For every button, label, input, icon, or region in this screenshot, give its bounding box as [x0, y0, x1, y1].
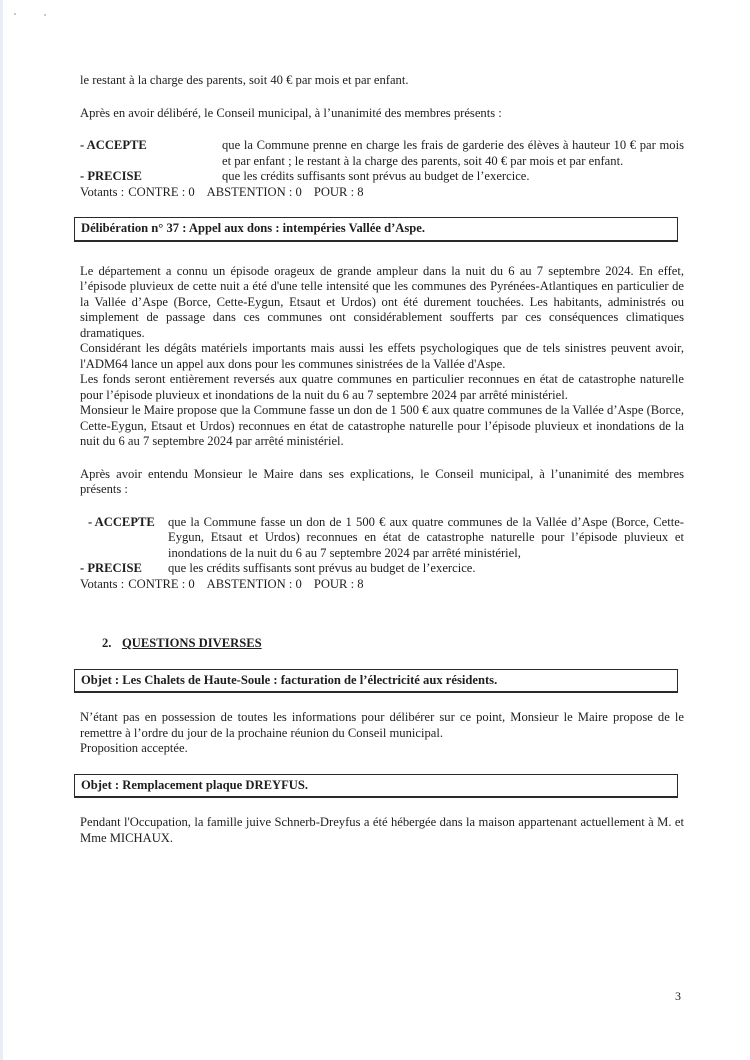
vote-contre: CONTRE : 0: [128, 576, 195, 591]
vote-contre: CONTRE : 0: [128, 184, 195, 199]
after-deliberation-36: Après en avoir délibéré, le Conseil municipal, à l’unanimité des membres présents :: [80, 105, 502, 120]
intro-line: le restant à la charge des parents, soit 40 € par mois et par enfant.: [80, 73, 409, 87]
precise-text: que les crédits suffisants sont prévus au budget de l’exercice.: [222, 169, 530, 183]
precise-row-36: [80, 169, 684, 185]
page-content: [80, 73, 684, 846]
objet-plaque-title: Objet : Remplacement plaque DREYFUS.: [74, 774, 678, 799]
scan-speck: [44, 14, 46, 16]
vote-pour: POUR : 8: [313, 576, 364, 591]
vote-pour: POUR : 8: [313, 184, 364, 199]
section-2-heading: [80, 636, 684, 652]
section-number: 2.: [102, 636, 112, 650]
accepte-text: que la Commune fasse un don de 1 500 € aux quatre communes de la Vallée d’Aspe (Borce, Cette-Eygun, Etsaut et Urdos) reconnues en état de catastrophe naturelle pour l’épisode pluvieux et inondations de la nuit du 6 au 7 septembre 2024 par arrêté ministériel,: [168, 514, 684, 560]
deliberation-37-title: Délibération n° 37 : Appel aux dons : intempéries Vallée d’Aspe.: [74, 217, 678, 242]
vote-line-37: [80, 577, 684, 593]
accepte-text: que la Commune prenne en charge les frais de garderie des élèves à hauteur 10 € par mois et par enfant ; le restant à la charge des parents, soit 40 € par mois et par enfant.: [222, 138, 684, 168]
deliberation-37-para-3: Les fonds seront entièrement reversés aux quatre communes en particulier reconnues en état de catastrophe naturelle pour l’épisode pluvieux et inondations de la nuit du 6 au 7 septembre 2024 par arrêté ministériel.: [80, 372, 684, 402]
deliberation-37-para-2: Considérant les dégâts matériels importants mais aussi les effets psychologiques que de tels sinistres peuvent avoir, l'ADM64 lance un appel aux dons pour les communes sinistrées de la Vallée d'Aspe.: [80, 341, 684, 371]
deliberation-37-para-4: Monsieur le Maire propose que la Commune fasse un don de 1 500 € aux quatre communes de la Vallée d’Aspe (Borce, Cette-Eygun, Etsaut et Urdos) reconnues en état de catastrophe naturelle pour l’épisode pluvieux et inondations de la nuit du 6 au 7 septembre 2024 par arrêté ministériel.: [80, 403, 684, 448]
precise-row-37: [80, 561, 684, 577]
precise-text: que les crédits suffisants sont prévus au budget de l’exercice.: [168, 561, 476, 575]
accepte-label: - ACCEPTE: [88, 514, 155, 529]
objet-chalets-text: N’étant pas en possession de toutes les informations pour délibérer sur ce point, Monsieur le Maire propose de le remettre à l’ordre du jour de la prochaine réunion du Conseil municipal.: [80, 710, 684, 740]
vote-votants: Votants :: [80, 184, 125, 199]
accepte-row-36: [80, 138, 684, 169]
precise-label: - PRECISE: [80, 169, 142, 183]
section-title: QUESTIONS DIVERSES: [122, 636, 262, 650]
deliberation-37-para-1: Le département a connu un épisode orageux de grande ampleur dans la nuit du 6 au 7 septembre 2024. En effet, l’épisode pluvieux de cette nuit a été d'une telle intensité que les communes des Pyrénées-Atlantiques en particulier de la Vallée d’Aspe (Borce, Cette-Eygun, Etsaut et Urdos) ont été durement touchées. Les habitants, administrés ou simplement de passage dans ces communes ont considérablement soufferts par ces conséquences climatiques dramatiques.: [80, 263, 684, 340]
accepte-row-37: [80, 515, 684, 562]
scan-edge: [0, 0, 3, 1060]
vote-votants: Votants :: [80, 576, 125, 591]
objet-chalets-result: Proposition acceptée.: [80, 741, 188, 755]
accepte-label: - ACCEPTE: [80, 138, 147, 152]
page-number: 3: [675, 989, 681, 1003]
scan-speck: [14, 13, 16, 15]
vote-abstention: ABSTENTION : 0: [206, 576, 302, 591]
vote-abstention: ABSTENTION : 0: [206, 184, 302, 199]
vote-line-36: [80, 185, 684, 201]
objet-chalets-title: Objet : Les Chalets de Haute-Soule : facturation de l’électricité aux résidents.: [74, 669, 678, 694]
objet-plaque-text: Pendant l'Occupation, la famille juive Schnerb-Dreyfus a été hébergée dans la maison appartenant actuellement à M. et Mme MICHAUX.: [80, 815, 684, 845]
precise-label: - PRECISE: [80, 561, 142, 575]
after-explanations-37: Après avoir entendu Monsieur le Maire dans ses explications, le Conseil municipal, à l’unanimité des membres présents :: [80, 466, 684, 496]
